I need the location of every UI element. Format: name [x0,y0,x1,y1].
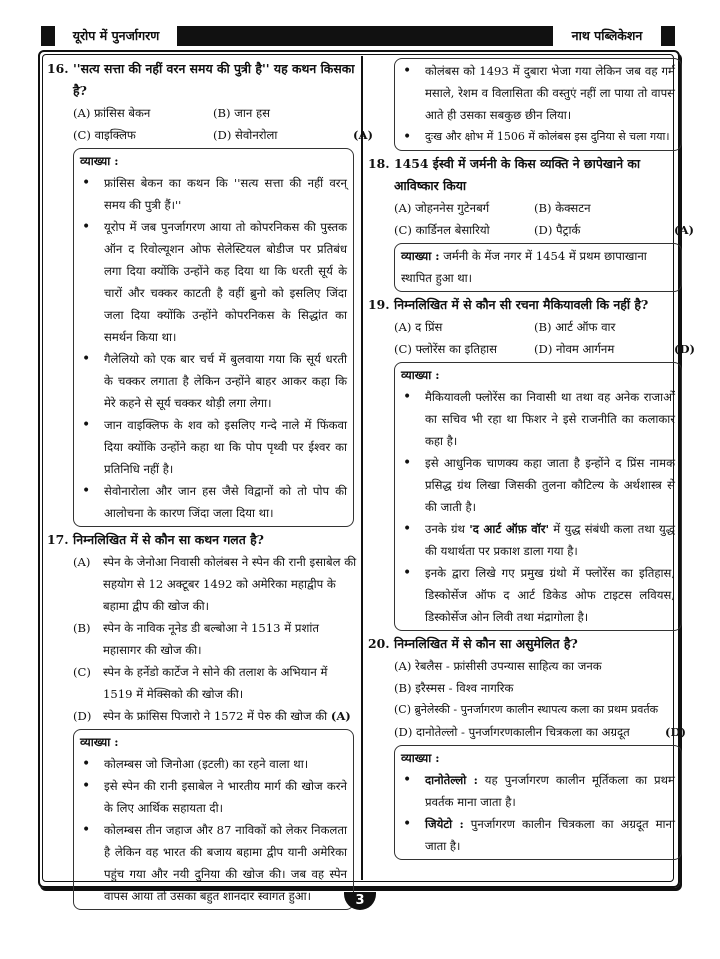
explanation-point: • यूरोप में जब पुनर्जागरण आया तो कोपरनिकस की पुस्तक ऑन द रिवोल्यूशन ओफ सेलेस्टियल बोडीज पर प्रतिबंध लगा दिया क्योंकि उन्होंने कह दिया था कि धरती सूर्य के चारों और चक्कर काटती है वहीं ब्रुनो को इसलिए जिंदा जला दिया क्योंकि उन्होंने कोपरनिकस के सिद्धांत का समर्थन किया था। [80,216,347,348]
option-letter: (B) [73,621,91,635]
question-number: 19. [368,297,390,312]
answer-key: (D) [674,342,696,356]
option-text: स्पेन के फ्रांसिस पिजारो ने 1572 में पेरु की खोज की [103,709,328,723]
option-b [45,617,358,661]
explanation-label: व्याख्या : [401,751,440,765]
question-text: ''सत्य सत्ता की नहीं वरन समय की पुत्री है'' यह कथन किसका है? [73,61,355,98]
explanation-point: • इनके द्वारा लिखे गए प्रमुख ग्रंथो में फ्लोरेंस का इतिहास, डिस्कोर्सेज ऑफ द आर्ट डिकेड ओफ टाइटस लवियस, डिस्कोर्सेज ओन लिवी तथा मंद्रागोला है। [401,562,675,628]
chapter-title: यूरोप में पुनर्जागरण [55,26,177,46]
q16-explanation-box [73,148,354,527]
question-text: निम्नलिखित में से कौन सा कथन गलत है? [73,532,264,547]
option-text: स्पेन के जेनोआ निवासी कोलंबस ने स्पेन की रानी इसाबेल की सहयोग से 12 अक्टूबर 1492 को अमेरिका महाद्वीप के बहामा द्वीप की खोज की। [103,555,357,613]
q18-options [366,197,694,241]
option-a: (A) फ्रांसिस बेकन [73,106,151,120]
explanation-label: व्याख्या : [401,368,440,382]
question-number: 20. [368,636,390,651]
explanation-point: • कोलंबस को 1493 में दुबारा भेजा गया लेकिन जब वह गर्म मसाले, रेशम व विलासिता की वस्तुएं नहीं ला पाया तो वापस आते ही उसका सबकुछ छीन लिया। [401,60,675,126]
option-d [45,705,358,727]
explanation-point [401,813,675,857]
explanation-point: • गैलेलियो को एक बार चर्च में बुलवाया गया कि सूर्य धरती के चक्कर लगाता है लेकिन उन्होंने बाहर आकर कहा कि मेरे कहने से सूर्य चक्कर थोड़ी लगा लेगा। [80,348,347,414]
option-a: (A) रेबलैस - फ्रांसीसी उपन्यास साहित्य का जनक [394,659,602,673]
option-d: (D) सेवोनरोला [213,128,278,142]
column-divider [361,56,363,880]
text-segment: पुनर्जागरण कालीन चित्रकला का अग्रदूत माना जाता है। [425,817,675,853]
q18-explanation-box [394,243,682,292]
option-text: स्पेन के नाविक नूनेड डी बल्बोआ ने 1513 में प्रशांत महासागर की खोज की। [103,621,319,657]
answer-key: (A) [353,128,373,142]
q20-options [366,655,686,743]
q20-explanation-box [394,745,682,860]
explanation-point [401,518,675,562]
left-column [45,56,373,912]
option-a [45,551,358,617]
explanation-point: • इसे स्पेन की रानी इसाबेल ने भारतीय मार्ग की खोज करने के लिए आर्थिक सहायता दी। [80,775,347,819]
question-17 [45,529,358,551]
option-c [45,661,358,705]
option-a: (A) जोहननेस गुटेनबर्ग [394,201,490,215]
option-c: (C) कार्डिनल बेसारियो [394,223,490,237]
explanation-label: व्याख्या : [401,249,440,263]
option-a: (A) द प्रिंस [394,320,443,334]
option-b: (B) केक्सटन [534,201,591,215]
option-letter: (A) [73,555,91,569]
option-letter: (C) [73,665,91,679]
question-19 [366,294,686,316]
option-text-row [73,705,358,727]
q16-options [45,102,373,146]
option-c: (C) वाइक्लिफ [73,128,136,142]
question-20 [366,633,686,655]
question-number: 18. [368,156,390,171]
explanation-point: • इसे आधुनिक चाणक्य कहा जाता है इन्होंने द प्रिंस नामक प्रसिद्ध ग्रंथ लिखा जिसकी तुलना कौटिल्य के अर्थशास्त्र से की जाती है। [401,452,675,518]
answer-key: (A) [330,709,351,723]
option-b: (B) इरैस्मस - विश्व नागरिक [394,681,514,695]
q19-explanation-box [394,362,682,631]
explanation-point: • कोलम्बस जो जिनोआ (इटली) का रहने वाला था। [80,753,347,775]
option-d: (D) पैट्रार्क [534,223,581,237]
option-letter: (D) [73,709,92,723]
answer-key: (D) [664,725,686,739]
question-number: 16. [47,61,69,76]
text-segment: यह पुनर्जागरण कालीन मूर्तिकला का प्रथम प्रवर्तक माना जाता है। [425,773,675,809]
right-column [366,56,696,862]
term: जियेटो : [425,817,464,831]
option-d-row [394,721,686,743]
book-title: 'द आर्ट ऑफ़ वॉर' [469,522,550,536]
page-header-bar [41,26,675,46]
explanation-point [401,769,675,813]
option-text: स्पेन के हर्नेडो कार्टेज ने सोने की तलाश के अभियान में 1519 में मेक्सिको की खोज की। [103,665,328,701]
term: दानोतेल्लो : [425,773,478,787]
option-c: (C) ब्रुनेलेस्की - पुनर्जागरण कालीन स्थापत्य कला का प्रथम प्रवर्तक [394,703,659,716]
explanation-text: जर्मनी के मेंज नगर में 1454 में प्रथम छापाखाना स्थापित हुआ था। [401,249,647,285]
text-segment: में युद्ध संबंधी कला तथा युद्ध की यथार्थता पर प्रकाश डाला गया है। [425,522,675,558]
publisher-name: नाथ पब्लिकेशन [553,26,661,46]
explanation-label: व्याख्या : [80,154,119,168]
explanation-label: व्याख्या : [80,735,119,749]
question-number: 17. [47,532,69,547]
explanation-point: • दुःख और क्षोभ में 1506 में कोलंबस इस दुनिया से चला गया। [401,126,675,148]
option-d: (D) नोवम आर्गनम [534,342,615,356]
q17-explanation-box [73,729,354,910]
text-segment: उनके ग्रंथ [425,522,470,536]
option-d: (D) दानोतेल्लो - पुनर्जागरणकालीन चित्रकला का अग्रदूत [394,725,630,739]
explanation-point: • फ्रांसिस बेकन का कथन कि ''सत्य सत्ता की नहीं वरन् समय की पुत्री हैं।'' [80,172,347,216]
question-18 [366,153,686,197]
explanation-point: • कोलम्बस तीन जहाज और 87 नाविकों को लेकर निकलता है लेकिन वह भारत की बजाय बहामा द्वीप यानी अमेरिका पहुंच गया और नयी दुनिया की खोज की। जब वह स्पेन वापस आया तो उसका बहुत शानदार स्वागत हुआ। [80,819,347,907]
option-c: (C) फ्लोरेंस का इतिहास [394,342,497,356]
question-16 [45,58,358,102]
page-number: 3 [344,892,376,910]
q19-options [366,316,696,360]
option-b: (B) जान हस [213,106,270,120]
answer-key: (A) [674,223,694,237]
question-text: निम्नलिखित में से कौन सा असुमेलित है? [394,636,578,651]
question-text: निम्नलिखित में से कौन सी रचना मैकियावली कि नहीं है? [394,297,649,312]
explanation-point: • मैकियावली फ्लोरेंस का निवासी था तथा वह अनेक राजाओं का सचिव भी रहा था फिशर ने इसे राजनीति का कलाकार कहा है। [401,386,675,452]
explanation-point: • सेवोनारोला और जान हस जैसे विद्वानों को तो पोप की आलोचना के कारण जिंदा जला दिया था। [80,480,347,524]
option-b: (B) आर्ट ऑफ वार [534,320,616,334]
q17-explanation-continued [394,58,682,151]
explanation-point: • जान वाइक्लिफ के शव को इसलिए गन्दे नाले में फिंकवा दिया क्योंकि उन्होंने कहा था कि पोप पृथ्वी पर ईश्वर का प्रतिनिधि नहीं है। [80,414,347,480]
question-text: 1454 ईस्वी में जर्मनी के किस व्यक्ति ने छापेखाने का आविष्कार किया [394,156,641,193]
